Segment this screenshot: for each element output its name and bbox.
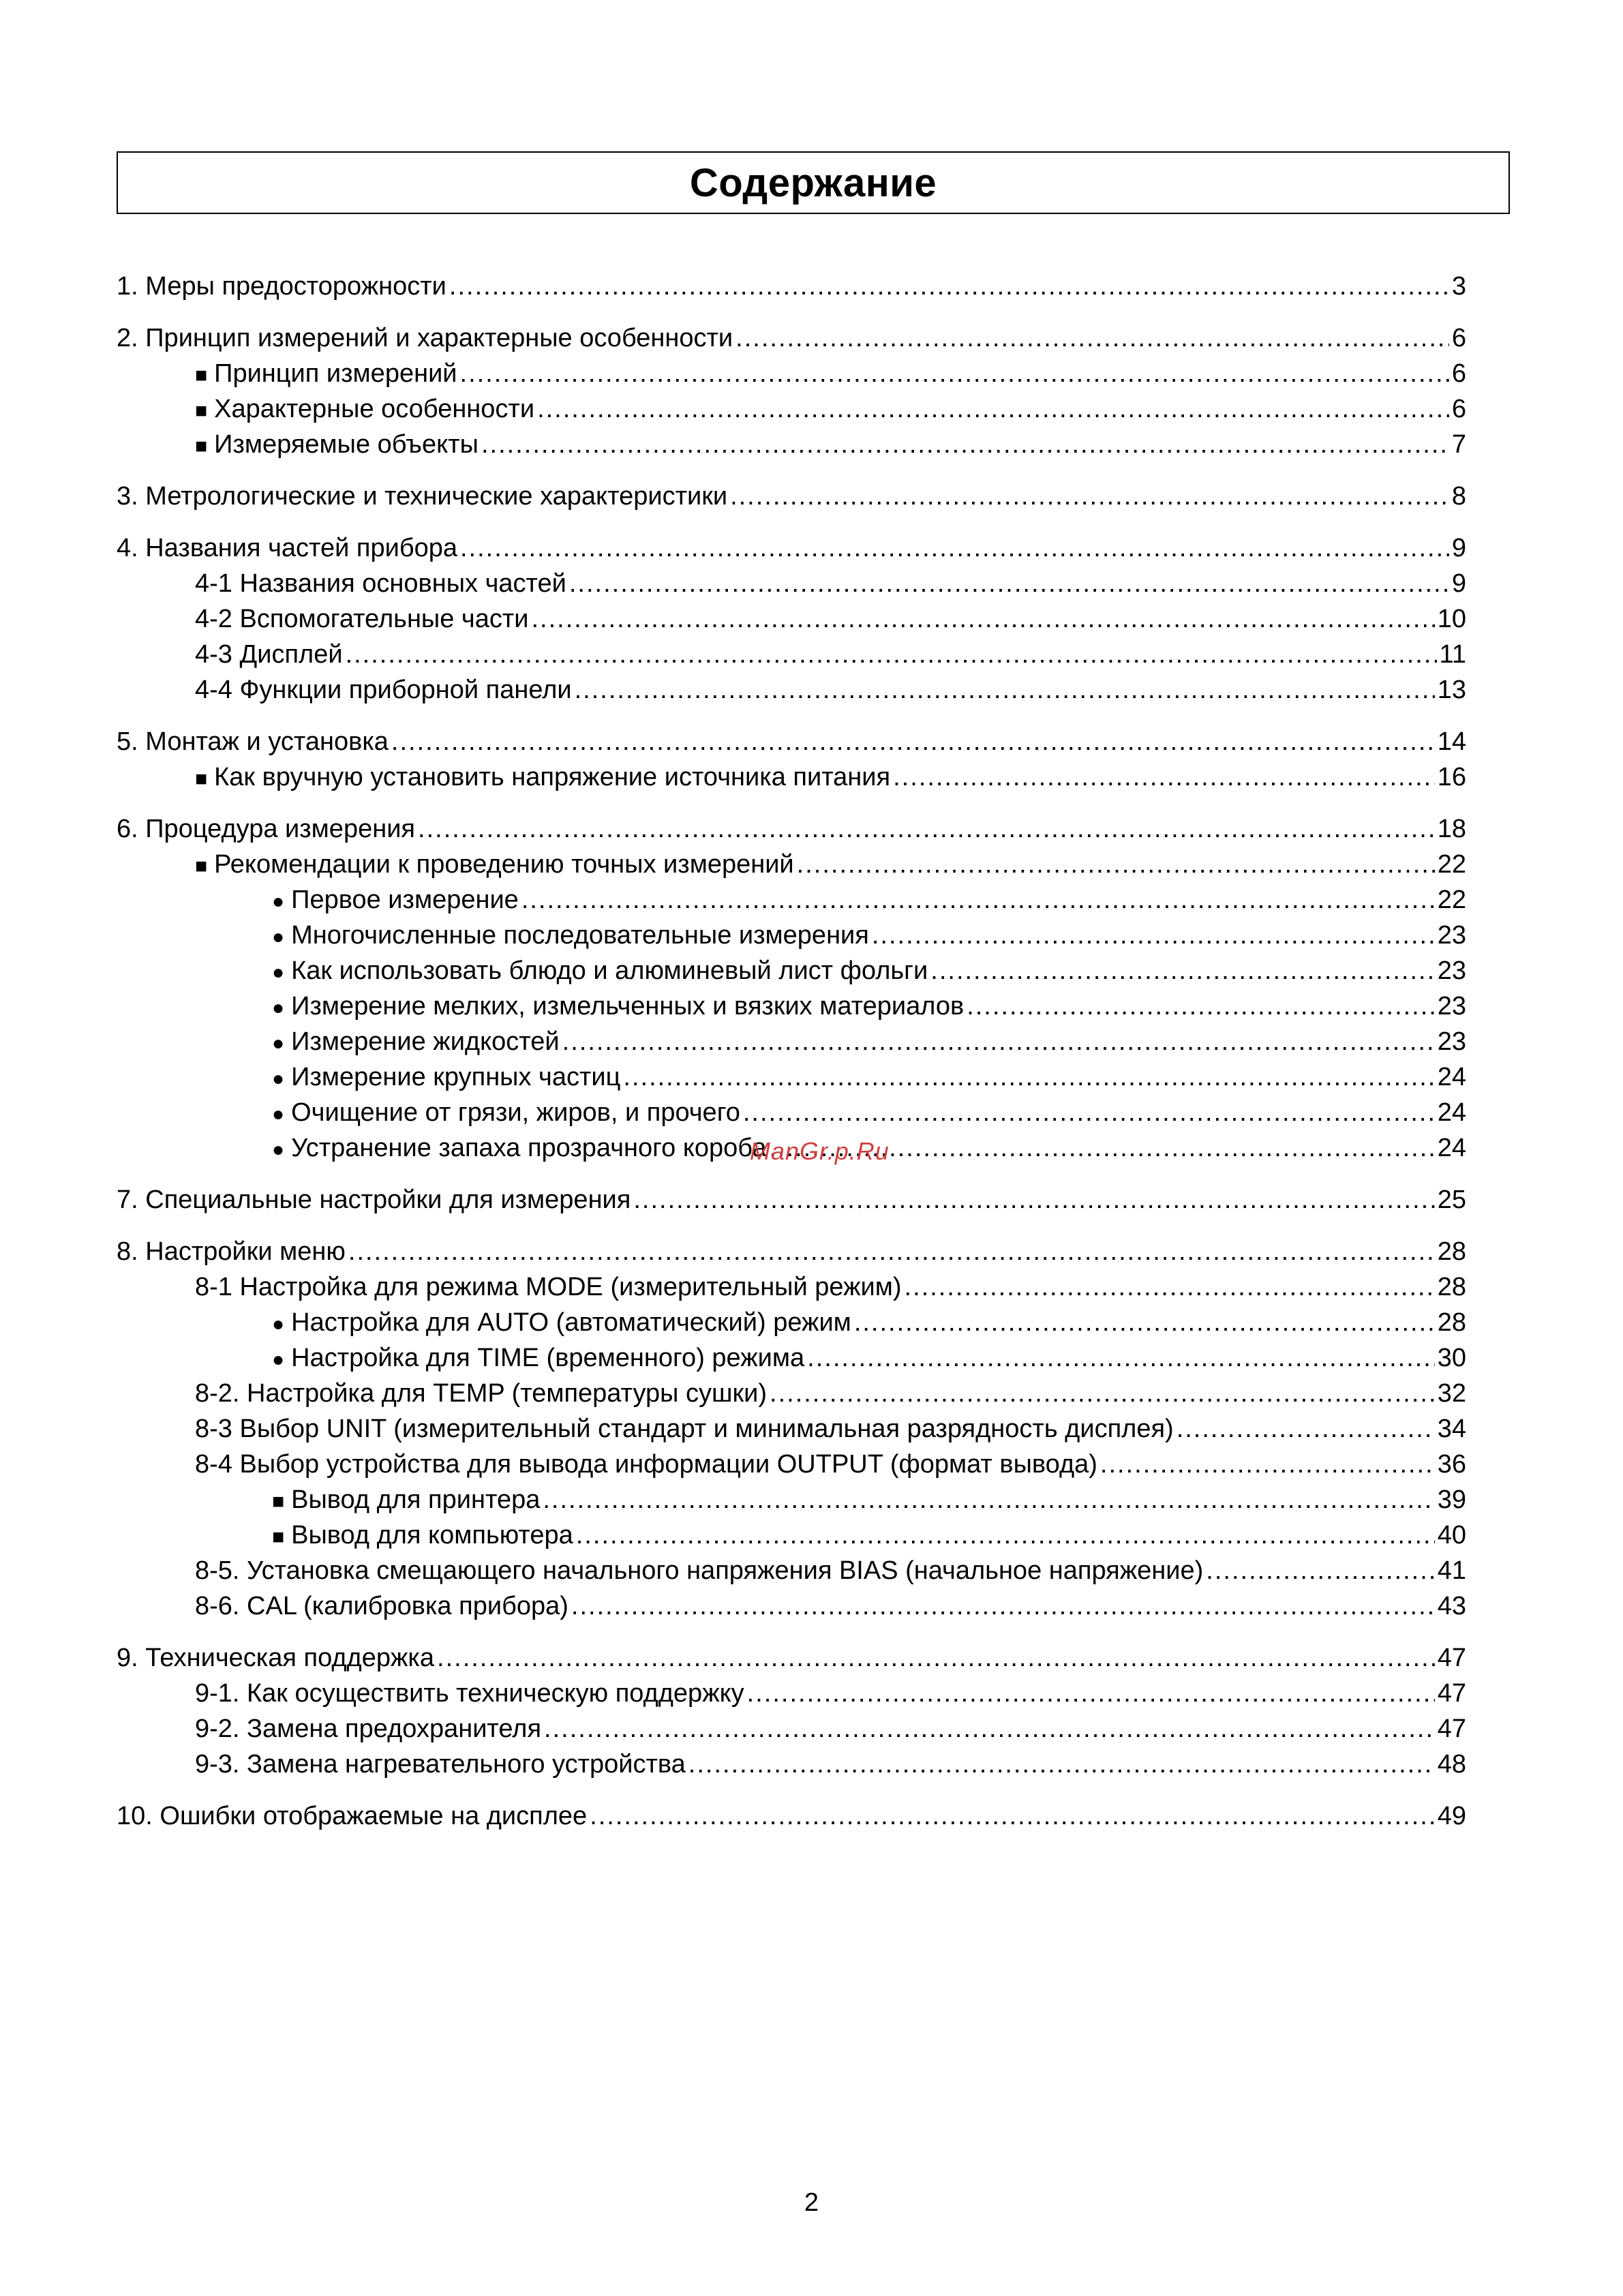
toc-entry-label: Принцип измерений (214, 359, 457, 388)
toc-entry[interactable] (117, 1024, 1466, 1059)
toc-entry-page: 49 (1437, 1802, 1466, 1830)
toc-entry[interactable] (117, 847, 1466, 882)
dot-leader (688, 1747, 1435, 1782)
toc-entry[interactable] (117, 1411, 1466, 1447)
page-number: 2 (804, 2188, 819, 2217)
dot-leader (460, 356, 1449, 391)
toc-entry-label: 7. Специальные настройки для измерения (117, 1185, 631, 1214)
toc-entry-page: 8 (1451, 482, 1466, 511)
toc-entry-page: 24 (1437, 1098, 1466, 1127)
toc-entry-label: 4-3 Дисплей (195, 640, 343, 669)
toc-entry[interactable] (117, 269, 1466, 304)
toc-entry-page: 23 (1437, 956, 1466, 985)
toc-entry-label: 4. Названия частей прибора (117, 534, 457, 562)
toc-entry[interactable] (117, 601, 1466, 637)
toc-entry[interactable] (117, 1640, 1466, 1676)
dot-leader (571, 1588, 1435, 1624)
toc-entry-label: Как вручную установить напряжение источника питания (214, 763, 891, 791)
dot-leader (893, 759, 1435, 795)
toc-entry-label: Вывод для принтера (291, 1485, 541, 1514)
toc-entry-page: 3 (1451, 272, 1466, 301)
round-bullet-icon: ● (272, 1138, 285, 1161)
toc-entry-label: 10. Ошибки отображаемые на дисплее (117, 1802, 588, 1830)
dot-leader (460, 530, 1449, 566)
toc-entry[interactable] (117, 953, 1466, 988)
round-bullet-icon: ● (272, 1348, 285, 1371)
toc-entry-label: Настройка для TIME (временного) режима (291, 1344, 805, 1372)
toc-entry-page: 47 (1437, 1679, 1466, 1708)
square-bullet-icon: ■ (195, 768, 208, 790)
toc-entry-label: Характерные особенности (214, 395, 535, 423)
toc-entry[interactable] (117, 530, 1466, 566)
toc-entry-page: 48 (1437, 1750, 1466, 1779)
toc-entry-page: 22 (1437, 886, 1466, 914)
dot-leader (747, 1676, 1435, 1711)
round-bullet-icon: ● (272, 961, 285, 984)
round-bullet-icon: ● (272, 890, 285, 913)
toc-entry[interactable] (117, 427, 1466, 462)
dot-leader (537, 391, 1449, 427)
dot-leader (623, 1059, 1434, 1095)
toc-entry-page: 30 (1437, 1344, 1466, 1372)
toc-entry-label: 1. Меры предосторожности (117, 272, 446, 301)
toc-entry[interactable] (117, 1376, 1466, 1411)
toc-entry-label: 9-2. Замена предохранителя (195, 1715, 542, 1743)
dot-leader (449, 269, 1449, 304)
toc-entry-label: 3. Метрологические и технические характеристики (117, 482, 728, 511)
toc-entry-label: 8-6. CAL (калибровка прибора) (195, 1592, 568, 1620)
dot-leader (562, 1024, 1435, 1059)
toc-entry-label: 9-3. Замена нагревательного устройства (195, 1750, 686, 1779)
toc-entry[interactable] (117, 637, 1466, 672)
toc-entry-label: Измеряемые объекты (214, 430, 479, 459)
toc-entry-page: 7 (1451, 430, 1466, 459)
toc-entry[interactable] (117, 1517, 1466, 1553)
toc-entry-page: 47 (1437, 1715, 1466, 1743)
toc-entry-label: 5. Монтаж и установка (117, 727, 389, 756)
dot-leader (854, 1305, 1435, 1340)
dot-leader (872, 918, 1435, 953)
toc-entry-page: 6 (1451, 395, 1466, 423)
toc-entry[interactable] (117, 356, 1466, 391)
dot-leader (770, 1376, 1435, 1411)
dot-leader (743, 1095, 1435, 1130)
toc-entry-page: 18 (1437, 815, 1466, 843)
dot-leader (521, 882, 1435, 918)
dot-leader (543, 1482, 1434, 1517)
toc-entry[interactable] (117, 479, 1466, 514)
round-bullet-icon: ● (272, 1032, 285, 1055)
dot-leader (481, 427, 1449, 462)
toc-entry-label: Измерение крупных частиц (291, 1063, 621, 1091)
toc-entry-label: 8. Настройки меню (117, 1237, 346, 1266)
toc-entry[interactable] (117, 1340, 1466, 1376)
toc-entry[interactable] (117, 1269, 1466, 1305)
toc-entry[interactable] (117, 391, 1466, 427)
toc-entry-label: 6. Процедура измерения (117, 815, 416, 843)
square-bullet-icon: ■ (195, 435, 208, 457)
toc-entry-page: 9 (1451, 569, 1466, 598)
toc-entry-label: 4-2 Вспомогательные части (195, 605, 529, 633)
square-bullet-icon: ■ (272, 1526, 285, 1548)
dot-leader (576, 1517, 1435, 1553)
dot-leader (532, 601, 1435, 637)
toc-entry-label: Многочисленные последовательные измерения (291, 921, 869, 950)
toc-entry-label: 9-1. Как осуществить техническую поддержку (195, 1679, 744, 1708)
dot-leader (730, 479, 1449, 514)
toc-entry-label: 4-4 Функции приборной панели (195, 676, 572, 704)
toc-entry-page: 47 (1437, 1644, 1466, 1672)
toc-entry[interactable] (117, 672, 1466, 708)
toc-entry-page: 32 (1437, 1379, 1466, 1408)
toc-entry-label: 8-5. Установка смещающего начального напряжения BIAS (начальное напряжение) (195, 1556, 1204, 1585)
dot-leader (575, 672, 1435, 708)
square-bullet-icon: ■ (272, 1490, 285, 1513)
toc-entry-label: 8-4 Выбор устройства для вывода информации OUTPUT (формат вывода) (195, 1450, 1097, 1479)
toc-entry-page: 23 (1437, 992, 1466, 1021)
toc-entry-page: 6 (1451, 359, 1466, 388)
toc-entry-page: 6 (1451, 324, 1466, 352)
round-bullet-icon: ● (272, 1313, 285, 1335)
toc-entry-page: 25 (1437, 1185, 1466, 1214)
toc-entry-page: 9 (1451, 534, 1466, 562)
toc-entry-label: Первое измерение (291, 886, 519, 914)
toc-entry[interactable] (117, 1095, 1466, 1130)
dot-leader (807, 1340, 1435, 1376)
dot-leader (391, 724, 1435, 759)
toc-entry-page: 34 (1437, 1415, 1466, 1443)
dot-leader (544, 1711, 1435, 1747)
toc-entry-page: 28 (1437, 1308, 1466, 1337)
toc-entry[interactable] (117, 320, 1466, 356)
toc-entry-label: Рекомендации к проведению точных измерений (214, 850, 794, 879)
toc-entry-page: 10 (1437, 605, 1466, 633)
dot-leader (905, 1269, 1435, 1305)
title-box (117, 151, 1510, 214)
dot-leader (1177, 1411, 1435, 1447)
dot-leader (590, 1798, 1435, 1834)
toc-entry-page: 24 (1437, 1063, 1466, 1091)
toc-entry[interactable] (117, 1711, 1466, 1747)
toc-entry-page: 28 (1437, 1273, 1466, 1301)
toc-entry-label: 2. Принцип измерений и характерные особенности (117, 324, 733, 352)
toc-entry[interactable] (117, 1747, 1466, 1782)
toc-entry-page: 28 (1437, 1237, 1466, 1266)
toc-entry[interactable] (117, 1798, 1466, 1834)
round-bullet-icon: ● (272, 1103, 285, 1126)
toc-entry-page: 36 (1437, 1450, 1466, 1479)
toc-entry-page: 22 (1437, 850, 1466, 879)
toc-entry-page: 43 (1437, 1592, 1466, 1620)
dot-leader (1100, 1447, 1435, 1482)
toc-entry-label: 8-3 Выбор UNIT (измерительный стандарт и минимальная разрядность дисплея) (195, 1415, 1174, 1443)
toc-entry[interactable] (117, 918, 1466, 953)
toc-entry[interactable] (117, 811, 1466, 847)
dot-leader (348, 1234, 1435, 1269)
toc-entry-page: 11 (1439, 640, 1466, 669)
round-bullet-icon: ● (272, 1068, 285, 1090)
square-bullet-icon: ■ (195, 399, 208, 422)
toc-entry-page: 16 (1437, 763, 1466, 791)
toc-entry-page: 40 (1437, 1521, 1466, 1550)
toc-entry-label: Вывод для компьютера (291, 1521, 573, 1550)
toc-entry[interactable] (117, 882, 1466, 918)
toc-entry-page: 24 (1437, 1134, 1466, 1162)
dot-leader (437, 1640, 1435, 1676)
dot-leader (569, 566, 1449, 601)
table-of-contents (117, 269, 1466, 1834)
dot-leader (797, 847, 1435, 882)
toc-entry[interactable] (117, 1553, 1466, 1588)
dot-leader (633, 1182, 1434, 1218)
toc-entry-page: 23 (1437, 1027, 1466, 1056)
toc-entry[interactable] (117, 566, 1466, 601)
dot-leader (1206, 1553, 1434, 1588)
toc-entry-label: Измерение мелких, измельченных и вязких материалов (291, 992, 965, 1021)
toc-entry[interactable] (117, 988, 1466, 1024)
toc-entry[interactable] (117, 1182, 1466, 1218)
page-title: Содержание (689, 160, 937, 205)
dot-leader (418, 811, 1435, 847)
toc-entry-label: 9. Техническая поддержка (117, 1644, 435, 1672)
dot-leader (930, 953, 1434, 988)
square-bullet-icon: ■ (195, 855, 208, 877)
dot-leader (735, 320, 1449, 356)
toc-entry[interactable] (117, 1588, 1466, 1624)
toc-entry-label: 4-1 Названия основных частей (195, 569, 566, 598)
toc-entry[interactable] (117, 1059, 1466, 1095)
toc-entry-page: 13 (1437, 676, 1466, 704)
toc-entry-page: 39 (1437, 1485, 1466, 1514)
toc-entry-page: 23 (1437, 921, 1466, 950)
toc-entry-label: Измерение жидкостей (291, 1027, 560, 1056)
toc-entry-label: Очищение от грязи, жиров, и прочего (291, 1098, 740, 1127)
toc-entry-label: Устранение запаха прозрачного короба (291, 1134, 767, 1162)
toc-entry[interactable] (117, 1234, 1466, 1269)
square-bullet-icon: ■ (195, 364, 208, 387)
watermark: ManGr.p.Ru (750, 1137, 890, 1165)
round-bullet-icon: ● (272, 926, 285, 948)
toc-entry[interactable] (117, 724, 1466, 759)
toc-entry[interactable] (117, 1305, 1466, 1340)
dot-leader (967, 988, 1435, 1024)
toc-entry-page: 41 (1437, 1556, 1466, 1585)
toc-entry-label: Настройка для AUTO (автоматический) режим (291, 1308, 851, 1337)
dot-leader (346, 637, 1437, 672)
toc-entry[interactable] (117, 1482, 1466, 1517)
toc-entry-page: 14 (1437, 727, 1466, 756)
toc-entry[interactable] (117, 1447, 1466, 1482)
toc-entry-label: Как использовать блюдо и алюминевый лист фольги (291, 956, 928, 985)
toc-entry-label: 8-1 Настройка для режима MODE (измерительный режим) (195, 1273, 902, 1301)
toc-entry-label: 8-2. Настройка для TEMP (температуры сушки) (195, 1379, 768, 1408)
toc-entry[interactable] (117, 1676, 1466, 1711)
toc-entry[interactable] (117, 759, 1466, 795)
round-bullet-icon: ● (272, 997, 285, 1019)
